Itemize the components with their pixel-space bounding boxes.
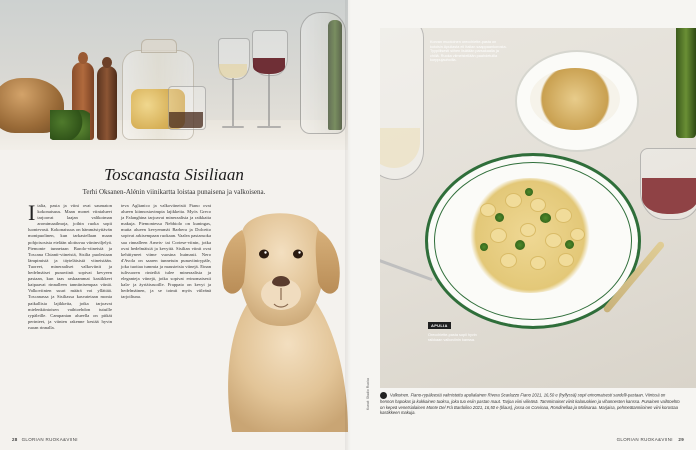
wine-bottle [676,28,696,138]
magazine-name: GLORIAN RUOKA&VIINI [616,437,673,442]
pasta-dish-photo [380,28,696,388]
kitchen-still-life-photo [0,0,348,150]
drop-cap: I [28,200,36,225]
glass-decanter [300,12,346,134]
magazine-name: GLORIAN RUOKA&VIINI [21,437,78,442]
right-page [348,0,696,450]
labrador-dog-photo [212,202,348,432]
page-number: 29 [678,437,684,442]
article-title: Toscanasta Sisiliaan [104,165,244,184]
basil-herbs [50,110,90,140]
caption-text: Valkoinen. Fiano-rypäleestä valmistettu apulialainen Rivera Scarlazzo Fiano 2021, 16,50 e (hyllyssä) sopii erinomaisesti sardelli-pastaan. Viinissä on hennon hapokas ja kukkainen tuoksu, joka tuo esiin pastan maut. Tarjoa viini viileänä. Tammimaiset viinit kalaruokien ja vihannesten kanssa. Punainen vaihtoehto on kepeä venetsialainen Monte Del Frà Bardolino 2021, 16,50 e (tilaus), jossa on Corvinaa, Rondinellaa ja Molinaraa. Marjaisa, pehmeätanniininen viini korostaa kastikkeen makuja. [380,392,680,416]
body-text: teva Aglianico ja valkoviineistä Fiano ovat alueen kiinnostavimpia lajikkeita. Myös Greco ja Falanghina tarjoavat mineraalisia ja raikkaita makuja. Piemontessa Nebbiolo on kuningas, mutta alueen kevyemmät Barbera ja Dolcetto sopivat arkisempaan ruokaan. Vaalea pastaruoka saa rinnalleen Arneis- tai Cortese-viinin, jotka ovat hedelmäisiä ja kevyitä. Sisilian viinit ovat kehittyneet viime vuosina huimasti. Nero d'Avola on saaren tunnetuin punaviinirypäle, joka tuottaa tummia ja mausteisia viinejä. Etnan tulivuoren rinteiltä tulee mineraalisia ja eleganteja viinejä, jotka sopivat erinomaisesti kala- ja äyriäisruoille. Frappato on kevyt ja hedelmäinen, ja se toimii myös viileänä tarjoiltuna. [121,203,211,300]
footer-right [617,437,684,442]
bullet-icon [380,392,387,399]
fork [380,258,433,281]
body-text: talia, pasta ja viini ovat saumaton kokonaisuus. Maan monet viinialueet tarjoavat laajan valikoiman aromimaailmoja, joihin ruoka sopii luontevasti. Kokonaisuus on hämmästyttävän monipuolinen, kun tarkastellaan maan pohjoisosista etelään ulottuvaa viininviljelyä. Piemonte tunnetaan Barolo-viineistä ja Toscana Chianti-viineistä, Sisilia puolestaan lämpimistä ja täyteläisistä viineistään. Tuoreet, mineraaliset valkoviinit ja hedelmäiset punaviinit sopivat kevyeen pastaan, kun taas raskaammat kastikkeet kaipaavat rinnalleen tanniinisempaa viiniä. Valkoviinien suuri määrä voi yllättää. Toscanassa ja Sisiliassa kasvatetaan monia paikallisia lajikkeita, jotka tarjoavat mielenkiintoisen vaihtoehdon tutuille rypäleille. Campanian alueella on pitkät perinteet, ja viinien rakenne kestää hyvin ruoan rinnalla. [28,203,112,330]
photo-note-wine-pairing: Orecchiette-pasta sopii hyvin raikkaan valkoviinin kanssa. [428,333,477,342]
photo-credit: Kuvat: Studio Ruoka [366,378,370,410]
page-number: 28 [12,437,18,442]
wine-pairing-caption [380,392,680,416]
article-byline: Terhi Oksanen-Alénin viinikartta loistaa punaisena ja valkoisena. [82,188,266,196]
body-column-2 [121,203,211,301]
footer-left [12,437,78,442]
photo-note-pasta-origin: Korvan muotoinen orecchiette-pasta on kotoisin Apuliasta eli Italian saappaankorosta. Tyypillisesti siihen lisätään parsakaalia ja chiliä. Ruoka viimeistellään paahdetuilla korppujauhoilla. [430,40,507,63]
body-column-1 [28,200,112,331]
region-tag: APULIA [428,322,451,329]
salt-mill [97,66,117,140]
